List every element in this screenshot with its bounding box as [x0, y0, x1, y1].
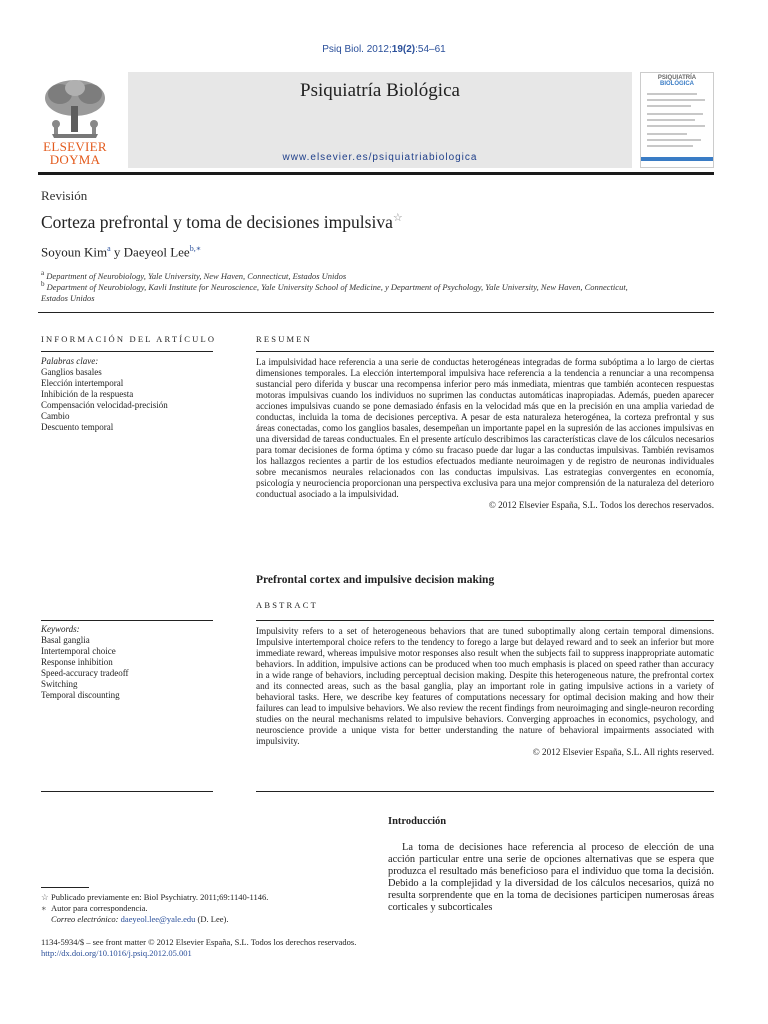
- affiliation: $^a$ Department of Neurobiology, Yale University, New Haven, Connecticut, Estados Unidos: [41, 269, 347, 281]
- resumen-heading: RESUMEN: [256, 334, 313, 344]
- introduction-text: La toma de decisiones hace referencia al proceso de elección de una acción particular entre una serie de opciones alternativas que se espera que produzca el resultado más beneficioso para el individuo que toma la decisión. Debido a la complejidad y la diversidad de los cálculos necesarios, quizá no resulta sorprendente que en la toma de decisiones participen numerosas áreas corticales y subcorticales: [388, 842, 714, 913]
- footnote-email: Correo electrónico: daeyeol.lee@yale.edu (D. Lee).: [51, 914, 229, 924]
- article-title: Corteza prefrontal y toma de decisiones impulsiva☆: [41, 211, 403, 232]
- cover-title: PSIQUIATRÍA BIOLÓGICA: [657, 75, 697, 87]
- keywords-en: Keywords: Basal ganglia Intertemporal choice Response inhibition Speed-accuracy tradeoff Switching Temporal discounting: [41, 624, 216, 701]
- introduction-heading: Introducción: [388, 816, 447, 827]
- keyword: Cambio: [41, 411, 70, 421]
- footnotes: [41, 892, 361, 925]
- issn-line: 1134-5934/$ – see front matter © 2012 Elsevier España, S.L. Todos los derechos reservados.: [41, 937, 357, 947]
- cover-line: [647, 105, 691, 107]
- cover-line: [647, 119, 695, 121]
- footnote: ☆ Publicado previamente en: Biol Psychiatry. 2011;69:1140-1146.: [41, 892, 269, 902]
- header-divider: [38, 172, 714, 175]
- cover-line: [647, 133, 687, 135]
- tree-logo-icon: [38, 78, 112, 140]
- footnote-divider: [41, 887, 89, 888]
- author-name: Daeyeol Lee: [123, 244, 190, 260]
- divider: [256, 620, 714, 621]
- keyword: Compensación velocidad-precisión: [41, 400, 168, 410]
- keyword: Ganglios basales: [41, 367, 102, 377]
- divider: [256, 351, 714, 352]
- journal-url-link[interactable]: www.elsevier.es/psiquiatriabiologica: [282, 152, 478, 163]
- divider: [41, 351, 213, 352]
- cover-line: [647, 139, 701, 141]
- cover-line: [647, 99, 705, 101]
- article-info-heading: INFORMACIÓN DEL ARTÍCULO: [41, 334, 217, 344]
- cover-line: [647, 113, 703, 115]
- abstract-text: Impulsivity refers to a set of heterogeneous behaviors that are tuned suboptimally along certain temporal dimensions. Impulsive intertemporal choice refers to the tendency to forego a large but delayed reward and to seek an inferior but more immediate reward, whereas impulsive motor responses also result when the subjects fail to suppress inappropriate automatic behaviors. In addition, impulsive actions can be produced when too much emphasis is placed on speed rather than accuracy in a wide range of behaviors, including perceptual decision making. Despite this heterogeneous nature, the prefrontal cortex and its connected areas, such as the basal ganglia, play an important role in gating impulsive actions in a variety of behavioral tasks. Here, we describe key features of computations necessary for optimal decision making and how their failures can lead to impulsive behaviors. We also review the recent findings from neuroimaging and single-neuron recording studies on the neural mechanisms related to impulsive behaviors. Converging approaches in economics, psychology, and neuroscience provide a unique vista for better understanding the nature of behavioral impairments associated with impulsivity. © 2012 Elsevier España, S.L. All rights reserved.: [256, 626, 714, 757]
- keyword: Switching: [41, 679, 78, 689]
- divider: [41, 791, 213, 792]
- journal-banner: [128, 72, 632, 168]
- keyword: Speed-accuracy tradeoff: [41, 668, 129, 678]
- authors: Soyoun Kim$^a$ y Daeyeol Lee$^{b,∗}$: [41, 244, 202, 260]
- keyword: Intertemporal choice: [41, 646, 116, 656]
- publisher-name: ELSEVIER DOYMA: [43, 139, 107, 167]
- copyright-es: © 2012 Elsevier España, S.L. Todos los derechos reservados.: [488, 500, 714, 510]
- resumen-text: La impulsividad hace referencia a una serie de conductas heterogéneas integradas de forma subóptima a lo largo de ciertas dimensiones temporales. La elección intertemporal impulsiva hace referencia a la tendencia a renunciar a una recompensa sustancial pero diferida y buscar una recompensa inferior pero más inmediata, mientras que también acontecen respuestas motoras impulsivas cuando los individuos no suprimen las conductas automáticas inapropiadas. Además, pueden aparecer acciones impulsivas cuando se pone demasiado énfasis en la velocidad más que en la precisión en una amplia variedad de conductas, incluida la toma de decisiones perceptiva. A pesar de esta naturaleza heterogénea, la corteza prefrontal y sus áreas conectadas, como los ganglios basales, desempeñan un importante papel en la supresión de las acciones impulsivas en una diversidad de tareas conductuales. En el presente artículo describimos las características clave de los cálculos necesarios para tomar decisiones de forma óptima y cómo su fracaso puede dar lugar a las conductas impulsivas. También revisamos los hallazgos recientes a partir de los estudios efectuados mediante neuroimagen y de registro de neuronas individuales sobre mecanismos neurales relacionados con las conductas impulsivas. Las estrategias convergentes en economía, psicología y neurociencia proporcionan una perspectiva exclusiva para una mejor comprensión de la naturaleza del deterioro conductual asociado a la impulsividad. © 2012 Elsevier España, S.L. Todos los derechos reservados.: [256, 357, 714, 510]
- cover-line: [647, 125, 705, 127]
- copyright-en: © 2012 Elsevier España, S.L. All rights reserved.: [532, 747, 714, 757]
- author-name: Soyoun Kim: [41, 244, 108, 260]
- cover-line: [647, 93, 697, 95]
- journal-cover-thumbnail[interactable]: [640, 72, 714, 168]
- journal-citation[interactable]: Psiq Biol. 2012;19(2):54–61: [322, 44, 446, 55]
- footnote: ∗ Autor para correspondencia.: [41, 903, 148, 913]
- title-footnote-mark[interactable]: ☆: [392, 212, 403, 224]
- article-section: Revisión: [41, 188, 88, 203]
- keyword: Elección intertemporal: [41, 378, 124, 388]
- keywords-es: Palabras clave: Ganglios basales Elección intertemporal Inhibición de la respuesta Compensación velocidad-precisión Cambio Descuento temporal: [41, 356, 216, 433]
- doi-link[interactable]: http://dx.doi.org/10.1016/j.psiq.2012.05.001: [41, 948, 192, 958]
- keyword: Inhibición de la respuesta: [41, 389, 134, 399]
- divider: [38, 312, 714, 313]
- keyword: Descuento temporal: [41, 422, 114, 432]
- keyword: Response inhibition: [41, 657, 113, 667]
- cover-line: [647, 145, 693, 147]
- keyword: Basal ganglia: [41, 635, 90, 645]
- author-affil-mark[interactable]: a: [107, 244, 111, 253]
- cover-bar: [641, 157, 713, 161]
- author-affil-mark[interactable]: b,∗: [189, 244, 202, 253]
- publisher-logo: [38, 78, 112, 170]
- divider: [41, 620, 213, 621]
- affiliation: $^b$ Department of Neurobiology, Kavli Institute for Neuroscience, Yale University School of Medicine, y Department of Psychology, Yale University, New Haven, Connecticut, Estados Unidos: [41, 280, 628, 303]
- english-title: Prefrontal cortex and impulsive decision making: [256, 574, 495, 586]
- journal-title: Psiquiatría Biológica: [300, 80, 460, 101]
- divider: [256, 791, 714, 792]
- front-matter: [41, 937, 356, 959]
- abstract-heading: ABSTRACT: [256, 600, 318, 610]
- email-link[interactable]: daeyeol.lee@yale.edu: [120, 914, 196, 924]
- keyword: Temporal discounting: [41, 690, 120, 700]
